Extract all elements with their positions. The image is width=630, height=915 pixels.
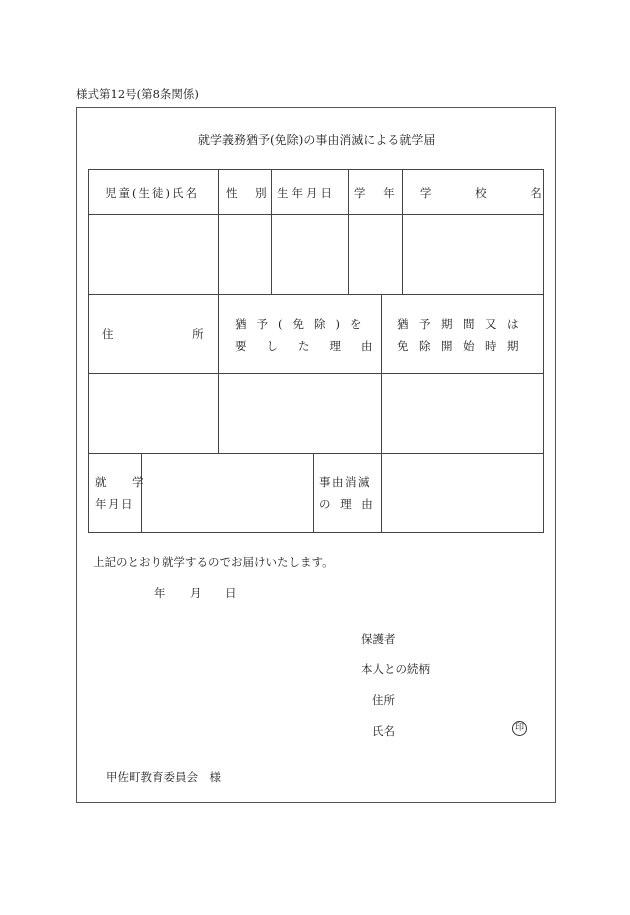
date-year: 年	[154, 586, 166, 600]
address-label: 住 所	[102, 327, 204, 341]
addressee: 甲佐町教育委員会 様	[106, 770, 221, 784]
form-frame	[76, 107, 556, 803]
header-child-name: 児童(生徒)氏名	[105, 186, 199, 200]
header-sex: 性 別	[226, 186, 267, 200]
date-day: 日	[225, 586, 237, 600]
relation-label: 本人との続柄	[361, 662, 430, 676]
extinction-reason-label-line1: 事由消滅	[319, 475, 371, 489]
extinction-reason-label-line2: の 理 由	[319, 497, 373, 511]
reason-label-line2: 要した理由	[235, 339, 393, 353]
guardian-label: 保護者	[361, 632, 396, 646]
seal-mark-icon: 印	[512, 721, 527, 736]
enroll-date-label-line2: 年月日	[95, 497, 134, 511]
header-school-name: 学 校 名	[420, 186, 542, 200]
guardian-name-label: 氏名	[372, 724, 395, 738]
form-title: 就学義務猶予(免除)の事由消滅による就学届	[198, 133, 436, 147]
guardian-address-label: 住所	[372, 693, 395, 707]
header-grade: 学 年	[354, 186, 395, 200]
statement-text: 上記のとおり就学するのでお届けいたします。	[93, 555, 334, 569]
enroll-date-label-line1: 就 学	[95, 475, 144, 489]
period-label-line1: 猶予期間又は	[397, 317, 529, 331]
period-label-line2: 免除開始時期	[397, 339, 529, 353]
reason-label-line1: 猶予(免除)を	[235, 317, 372, 331]
form-number: 様式第12号(第8条関係)	[76, 87, 199, 101]
date-month: 月	[190, 586, 202, 600]
header-birthdate: 生年月日	[277, 186, 335, 200]
